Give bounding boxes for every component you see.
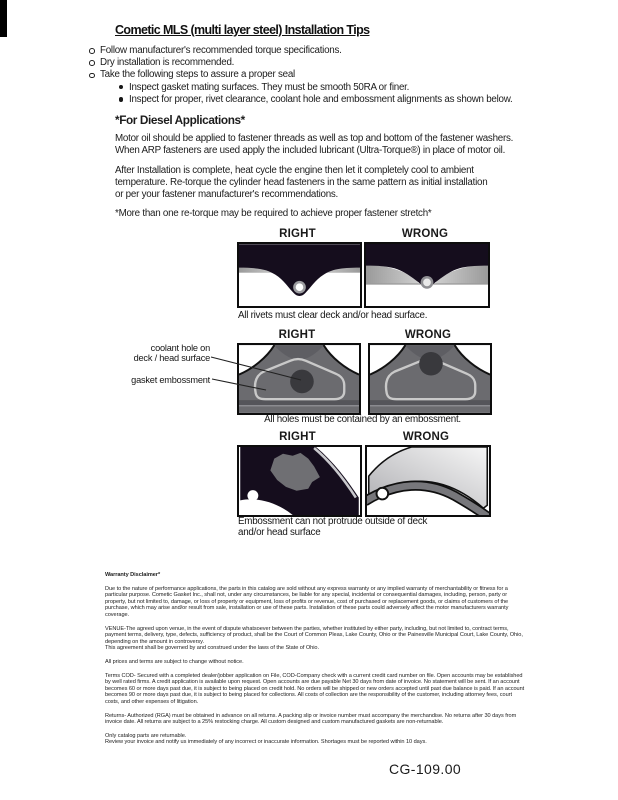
- warranty-paragraph: All prices and terms are subject to change without notice.: [105, 658, 244, 665]
- page-title: Cometic MLS (multi layer steel) Installation Tips: [115, 23, 370, 37]
- wrong-label: WRONG: [402, 431, 450, 443]
- diesel-applications-section: [115, 114, 545, 220]
- wrong-label: WRONG: [401, 228, 449, 240]
- diesel-heading: *For Diesel Applications*: [115, 113, 245, 127]
- gasket-embossment-label: gasket embossment: [131, 375, 210, 385]
- diagram-caption: All rivets must clear deck and/or head surface.: [238, 310, 428, 321]
- page-number: CG-109.00: [389, 761, 462, 777]
- right-label: RIGHT: [279, 228, 316, 240]
- warranty-paragraph: VENUE-The agreed upon venue, in the event of dispute whatsoever between the parties, whether instituted by either party, including, but not limited to, contract terms, payment terms, delivery, type, defects, sufficiency of product, shall be the Court of Common Pleas, Lake County, Ohio or the Painesville Municipal Court, Lake County, Ohio, depending on the amount in controversy.: [105, 625, 523, 645]
- right-label: RIGHT: [279, 431, 316, 443]
- rivet-right-diagram: [237, 242, 362, 308]
- warranty-paragraph: Due to the nature of performance applications, the parts in this catalog are sold without any express warranty or any implied warranty of merchantability or fitness for a particular purpose. Cometic Gasket Inc., shall not, under any circumstances, be liable for any special, incidental or consequential damages, including, person, party or property, but not limited to, damage, or loss of property or equipment, loss of profits or revenue, cost of purchased or replacement goods, or claims of customers of the purchase, which may arise and/or result from sale, installation or use of these parts. Installation of these parts could adversely affect the motor manufacturers warranty coverage.: [105, 585, 509, 618]
- warranty-paragraph: Review your invoice and notify us immediately of any incorrect or inaccurate information. Shortages must be reported within 10 days.: [105, 739, 427, 746]
- right-label: RIGHT: [278, 329, 316, 341]
- retorque-note: *More than one re-torque may be required to achieve proper fastener stretch*: [115, 208, 432, 220]
- embossment-right-diagram: [237, 445, 362, 517]
- diesel-paragraph-line: When ARP fasteners are used apply the included lubricant (Ultra-Torque®) in place of motor oil.: [115, 145, 506, 157]
- warranty-disclaimer-heading: Warranty Disclaimer*: [105, 572, 161, 578]
- warranty-paragraph: Only catalog parts are returnable.: [105, 732, 187, 739]
- sub-tip-item: Inspect for proper, rivet clearance, coolant hole and embossment alignments as shown below.: [119, 94, 549, 106]
- tip-item: Take the following steps to assure a proper seal: [89, 69, 549, 81]
- wrong-label: WRONG: [404, 329, 452, 341]
- diagram-caption: Embossment can not protrude outside of deck and/or head surface: [238, 516, 428, 538]
- warranty-paragraph: Terms COD- Secured with a completed dealer/jobber application on File, COD-Company check with a current credit card number on file. Open accounts may be established by well rated firms. A credit application is available upon request. Open accounts are due payable Net 30 days from date of invoice. No statement will be sent. If an account becomes 60 or more days past due, it is subject to being placed on credit hold. No orders will be shipped or new orders accepted until past due balance is paid. If an account becomes 90 or more days past due, it is subject to being placed for collections. All costs of collection are the responsibility of the customer, including attorney fees, court costs, and other expenses of litigation.: [105, 672, 525, 705]
- diesel-paragraph-line: Motor oil should be applied to fastener threads as well as top and bottom of the fastener washers.: [115, 133, 514, 145]
- warranty-paragraph: Returns- Authorized (RGA) must be obtained in advance on all returns. A packing slip or invoice number must accompany the merchandise. No returns after 30 days from invoice date. All returns are subject to a 25% restocking charge. All custom designed and custom manufactured gaskets are non-returnable.: [105, 712, 517, 726]
- embossment-wrong-diagram: [365, 445, 491, 517]
- diesel-paragraph-line: temperature. Re-torque the cylinder head fasteners in the same pattern as initial installation: [115, 176, 488, 188]
- diesel-paragraph-line: After Installation is complete, heat cycle the engine then let it completely cool to ambient: [115, 164, 474, 176]
- installation-tips-list: [89, 45, 549, 106]
- diesel-paragraph-line: or per your fastener manufacturer's recommendations.: [115, 189, 339, 201]
- tip-item: Dry installation is recommended.: [89, 57, 549, 69]
- sub-tip-item: Inspect gasket mating surfaces. They must be smooth 50RA or finer.: [119, 82, 549, 94]
- rivet-wrong-diagram: [364, 242, 490, 308]
- coolant-hole-label: coolant hole on deck / head surface: [133, 343, 210, 364]
- holes-right-diagram: [237, 343, 361, 415]
- diagram-caption: All holes must be contained by an embossment.: [264, 414, 461, 425]
- warranty-disclaimer-section: [105, 572, 525, 746]
- holes-wrong-diagram: [368, 343, 492, 415]
- warranty-paragraph: This agreement shall be governed by and construed under the laws of the State of Ohio.: [105, 645, 319, 652]
- scan-artifact-mark: [0, 0, 7, 37]
- tip-item: Follow manufacturer's recommended torque specifications.: [89, 45, 549, 57]
